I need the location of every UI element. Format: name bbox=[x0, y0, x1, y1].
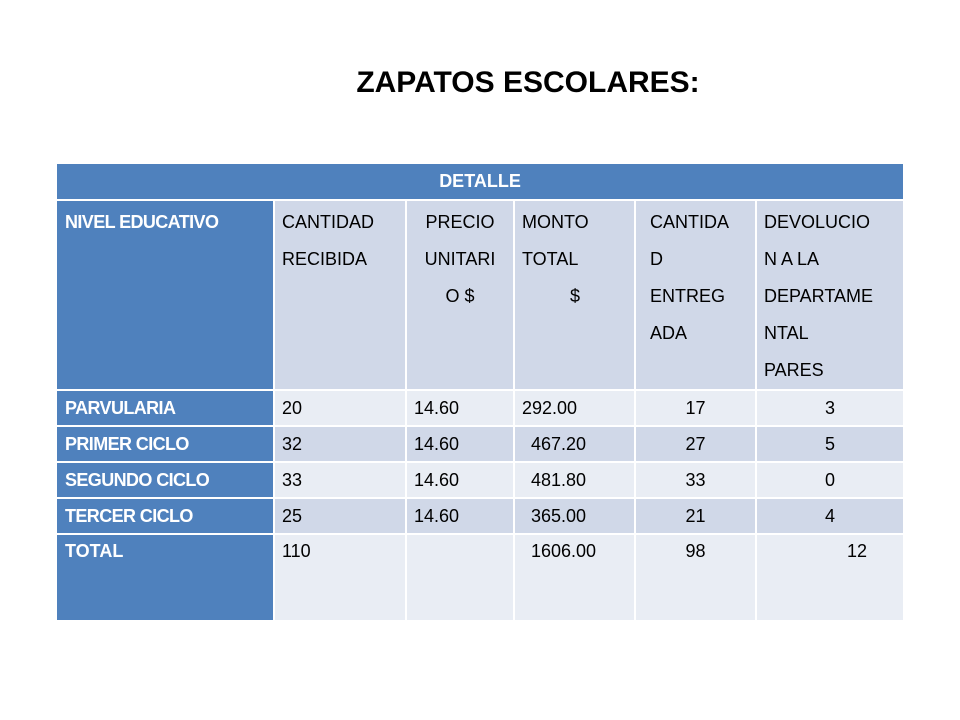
table-total-row bbox=[57, 534, 903, 620]
header-line: ENTREG bbox=[650, 286, 726, 306]
table-header-row bbox=[57, 200, 903, 390]
cell-entregada: 21 bbox=[635, 498, 756, 534]
cell-recibida: 33 bbox=[274, 462, 406, 498]
cell-devolucion: 0 bbox=[756, 462, 903, 498]
table-row bbox=[57, 498, 903, 534]
zapatos-table bbox=[57, 164, 903, 620]
table-banner-row bbox=[57, 164, 903, 200]
header-line: RECIBIDA bbox=[282, 249, 368, 269]
row-label: PARVULARIA bbox=[57, 390, 274, 426]
header-line: O $ bbox=[445, 286, 475, 306]
header-nivel-educativo: NIVEL EDUCATIVO bbox=[57, 200, 274, 390]
total-monto: 1606.00 bbox=[514, 534, 635, 620]
total-devolucion: 12 bbox=[756, 534, 903, 620]
header-line: ADA bbox=[650, 323, 688, 343]
cell-precio: 14.60 bbox=[406, 498, 514, 534]
table-banner: DETALLE bbox=[57, 164, 903, 200]
page-title: ZAPATOS ESCOLARES: bbox=[356, 66, 700, 99]
header-devolucion bbox=[756, 200, 903, 390]
cell-monto: 467.20 bbox=[514, 426, 635, 462]
cell-monto: 365.00 bbox=[514, 498, 635, 534]
header-line: PRECIO bbox=[425, 212, 495, 232]
total-label: TOTAL bbox=[57, 534, 274, 620]
header-line: CANTIDAD bbox=[282, 212, 375, 232]
cell-recibida: 25 bbox=[274, 498, 406, 534]
cell-monto: 481.80 bbox=[514, 462, 635, 498]
cell-precio: 14.60 bbox=[406, 390, 514, 426]
cell-recibida: 20 bbox=[274, 390, 406, 426]
header-precio-unitario bbox=[406, 200, 514, 390]
header-line: $ bbox=[570, 286, 581, 306]
total-recibida: 110 bbox=[274, 534, 406, 620]
header-line: N A LA bbox=[764, 249, 820, 269]
row-label: TERCER CICLO bbox=[57, 498, 274, 534]
header-line: UNITARI bbox=[424, 249, 496, 269]
header-line: D bbox=[650, 249, 663, 269]
cell-entregada: 27 bbox=[635, 426, 756, 462]
table-row bbox=[57, 426, 903, 462]
cell-recibida: 32 bbox=[274, 426, 406, 462]
header-line: TOTAL bbox=[522, 249, 579, 269]
header-line: DEPARTAME bbox=[764, 286, 874, 306]
header-line: PARES bbox=[764, 360, 824, 380]
header-line: MONTO bbox=[522, 212, 589, 232]
cell-devolucion: 4 bbox=[756, 498, 903, 534]
header-line: NTAL bbox=[764, 323, 809, 343]
table-row bbox=[57, 462, 903, 498]
header-monto-total bbox=[514, 200, 635, 390]
cell-precio: 14.60 bbox=[406, 462, 514, 498]
header-line: DEVOLUCIO bbox=[764, 212, 871, 232]
row-label: PRIMER CICLO bbox=[57, 426, 274, 462]
total-entregada: 98 bbox=[635, 534, 756, 620]
cell-devolucion: 3 bbox=[756, 390, 903, 426]
cell-entregada: 17 bbox=[635, 390, 756, 426]
header-line: CANTIDA bbox=[650, 212, 730, 232]
cell-precio: 14.60 bbox=[406, 426, 514, 462]
cell-entregada: 33 bbox=[635, 462, 756, 498]
header-cantidad-recibida bbox=[274, 200, 406, 390]
total-precio bbox=[406, 534, 514, 620]
cell-devolucion: 5 bbox=[756, 426, 903, 462]
header-cantidad-entregada bbox=[635, 200, 756, 390]
cell-monto: 292.00 bbox=[514, 390, 635, 426]
row-label: SEGUNDO CICLO bbox=[57, 462, 274, 498]
table-row bbox=[57, 390, 903, 426]
